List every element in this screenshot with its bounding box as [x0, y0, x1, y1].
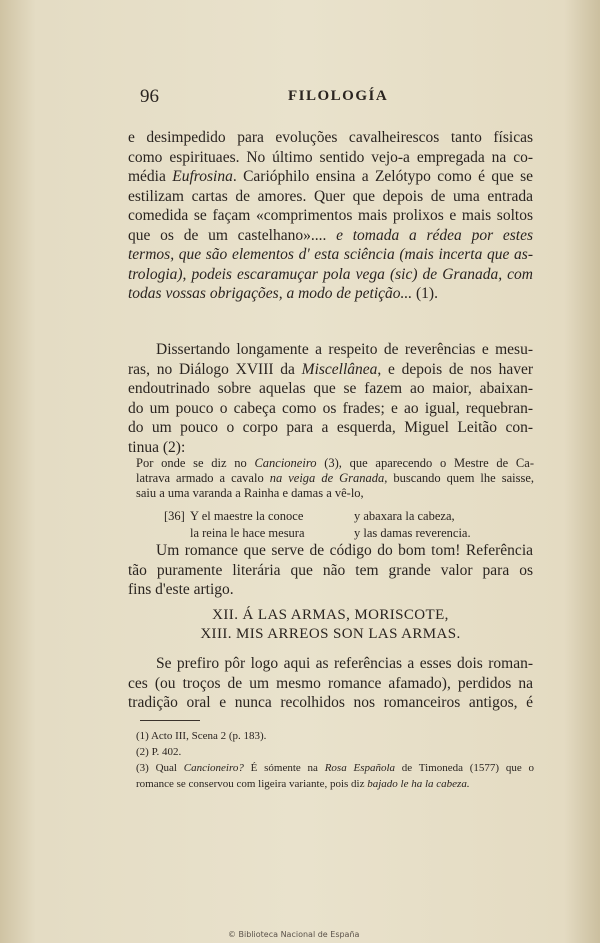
text-line: Um romance que serve de código do bom tom! Referência — [156, 542, 533, 559]
text-line: estilizam cartas de amores. Quer que depois de uma entrada — [128, 187, 533, 205]
verse-quote — [164, 508, 504, 541]
verse-line: la reina le hace mesura y las damas reverencia. — [190, 525, 471, 540]
text-line: termos, que são elementos d' esta sciência (mais incerta que as- — [128, 246, 533, 263]
text-line: saiu a uma varanda a Rainha e damas a vê-lo, — [136, 486, 364, 500]
heading-line: XIII. MIS ARREOS SON LAS ARMAS. — [200, 626, 461, 642]
text-line: ces (ou troços de um mesmo romance afamado), perdidos na — [128, 674, 533, 692]
text-line: comedida se façam «comprimentos mais prolixos e mais soltos — [128, 207, 533, 224]
text-line: que os de um castelhano».... e tomada a rédea por estes — [128, 226, 533, 244]
footnotes — [136, 728, 534, 792]
heading-line: XII. Á LAS ARMAS, MORISCOTE, — [212, 607, 449, 623]
text-line: tinua (2): — [128, 438, 186, 456]
footnote: (2) P. 402. — [136, 746, 182, 758]
section-heading — [128, 606, 533, 644]
text-line: ras, no Diálogo XVIII da Miscellânea, e depois de nos haver — [128, 360, 533, 378]
text-line: do um pouco o corpo para a esquerda, Miguel Leitão con- — [128, 419, 533, 436]
verse-number: [36] — [164, 509, 185, 523]
text-line: tão puramente literária que não tem grande valor para os — [128, 561, 533, 579]
text-line: endoutrinado sobre aquelas que se fazem ao maior, abaixan- — [128, 380, 533, 397]
text-line: como espirituaes. No último sentido vejo-a empregada na co- — [128, 148, 533, 166]
text-line: média Eufrosina. Carióphilo ensina a Zelótypo como é que se — [128, 168, 534, 185]
text-line: latrava armado a cavalo na veiga de Granada, buscando quem lhe saisse, — [136, 471, 535, 485]
paragraph-1 — [128, 128, 533, 304]
running-title: FILOLOGÍA — [288, 88, 389, 104]
text-line: Dissertando longamente a respeito de reverências e mesu- — [156, 341, 533, 358]
text-line: trologia), podeis escaramuçar pola vega (sic) de Granada, com — [128, 265, 533, 283]
page-number: 96 — [140, 86, 159, 107]
text-line: tradição oral e nunca recolhidos nos romanceiros antigos, é — [128, 694, 533, 711]
paragraph-4 — [128, 654, 533, 713]
paragraph-3 — [128, 541, 533, 600]
footnote: (1) Acto III, Scena 2 (p. 183). — [136, 730, 267, 742]
footnote: (3) Qual Cancioneiro? É sómente na Rosa Española de Timoneda (1577) que o — [136, 762, 534, 774]
footnote: romance se conservou com ligeira variante, pois diz bajado le ha la cabeza. — [136, 778, 470, 790]
text-line: e desimpedido para evoluções cavalheirescos tanto físicas — [128, 129, 533, 146]
text-line: Se prefiro pôr logo aqui as referências a esses dois roman- — [156, 655, 533, 672]
text-line: todas vossas obrigações, a modo de petição... (1). — [128, 285, 438, 302]
quotation — [136, 456, 534, 501]
paragraph-2 — [128, 340, 533, 457]
verse-line: [36] Y el maestre la conoce y abaxara la cabeza, — [164, 509, 455, 523]
footnote-rule — [140, 720, 200, 721]
text-line: fins d'este artigo. — [128, 581, 234, 598]
page-header — [140, 86, 524, 108]
library-credit: © Biblioteca Nacional de España — [228, 930, 360, 939]
text-line: do um pouco o cabeça como os frades; e ao igual, requebran- — [128, 399, 533, 417]
text-line: Por onde se diz no Cancioneiro (3), que aparecendo o Mestre de Ca- — [136, 456, 534, 470]
